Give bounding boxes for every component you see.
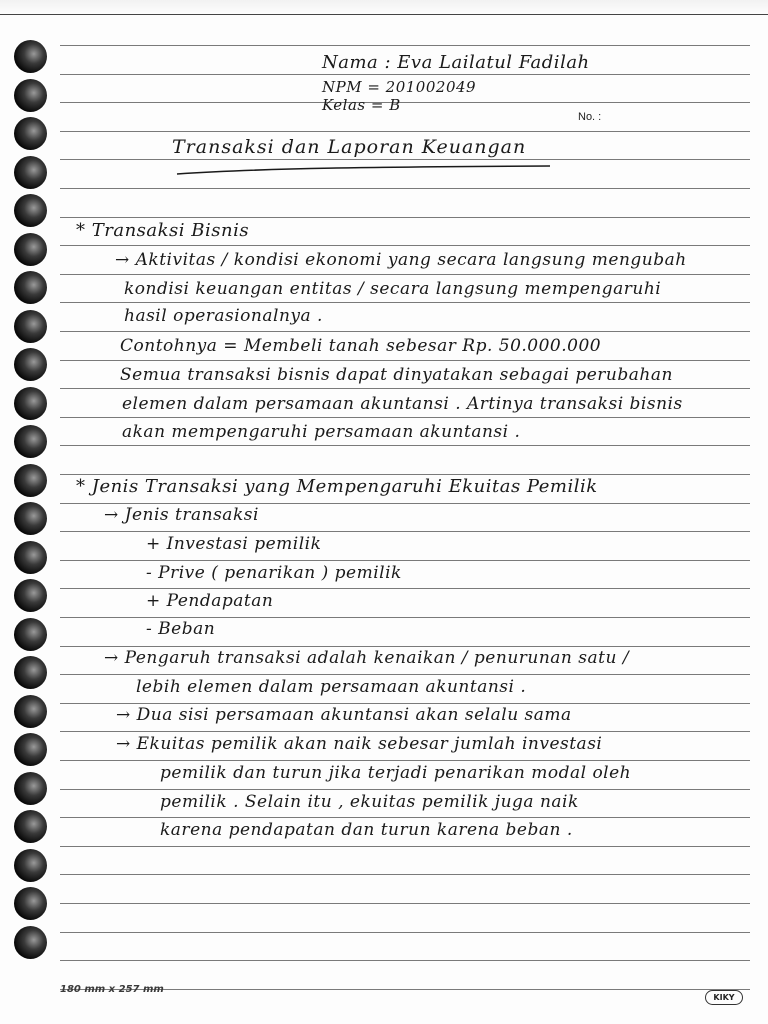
ruled-line bbox=[60, 474, 750, 475]
binder-hole bbox=[14, 695, 47, 728]
example-line: Contohnya = Membeli tanah sebesar Rp. 50.000.000 bbox=[120, 336, 602, 356]
binder-hole bbox=[14, 348, 47, 381]
ruled-line bbox=[60, 503, 750, 504]
text-line: hasil operasionalnya . bbox=[124, 306, 323, 326]
text-line: → Dua sisi persamaan akuntansi akan selalu sama bbox=[116, 705, 572, 725]
binder-hole bbox=[14, 40, 47, 73]
binder-hole bbox=[14, 233, 47, 266]
binder-hole bbox=[14, 656, 47, 689]
ruled-line bbox=[60, 646, 750, 647]
binder-hole bbox=[14, 926, 47, 959]
ruled-line bbox=[60, 846, 750, 847]
page-title: Transaksi dan Laporan Keuangan bbox=[172, 136, 527, 158]
binder-hole bbox=[14, 541, 47, 574]
text-line: → Aktivitas / kondisi ekonomi yang secara langsung mengubah bbox=[115, 250, 687, 270]
text-line: pemilik dan turun jika terjadi penarikan modal oleh bbox=[160, 763, 632, 783]
ruled-line bbox=[60, 674, 750, 675]
title-underline bbox=[175, 164, 555, 176]
ruled-line bbox=[60, 588, 750, 589]
binder-hole bbox=[14, 502, 47, 535]
ruled-line bbox=[60, 903, 750, 904]
list-item: + Pendapatan bbox=[146, 591, 274, 611]
subheading-jenis-transaksi: → Jenis transaksi bbox=[104, 505, 259, 525]
ruled-line bbox=[60, 874, 750, 875]
text-line: karena pendapatan dan turun karena beban . bbox=[160, 820, 573, 840]
ruled-line bbox=[60, 731, 750, 732]
text-line: kondisi keuangan entitas / secara langsung mempengaruhi bbox=[124, 279, 662, 299]
text-line: pemilik . Selain itu , ekuitas pemilik juga naik bbox=[160, 792, 579, 812]
binder-hole bbox=[14, 194, 47, 227]
binder-hole bbox=[14, 156, 47, 189]
ruled-line bbox=[60, 817, 750, 818]
binder-hole bbox=[14, 579, 47, 612]
section-heading-transaksi-bisnis: * Transaksi Bisnis bbox=[76, 220, 250, 241]
ruled-line bbox=[60, 388, 750, 389]
list-item: - Prive ( penarikan ) pemilik bbox=[146, 563, 402, 583]
name-line: Nama : Eva Lailatul Fadilah bbox=[322, 52, 590, 73]
list-item: - Beban bbox=[146, 619, 216, 639]
section-heading-jenis-transaksi: * Jenis Transaksi yang Mempengaruhi Ekuitas Pemilik bbox=[76, 476, 598, 497]
ruled-line bbox=[60, 274, 750, 275]
ruled-line bbox=[60, 617, 750, 618]
binder-hole bbox=[14, 387, 47, 420]
text-line: akan mempengaruhi persamaan akuntansi . bbox=[122, 422, 521, 442]
ruled-line bbox=[60, 360, 750, 361]
binder-hole bbox=[14, 618, 47, 651]
brand-logo: KIKY bbox=[705, 990, 743, 1005]
ruled-line bbox=[60, 789, 750, 790]
ruled-line bbox=[60, 932, 750, 933]
binder-hole bbox=[14, 733, 47, 766]
ruled-line bbox=[60, 760, 750, 761]
binder-hole bbox=[14, 117, 47, 150]
binder-hole bbox=[14, 810, 47, 843]
ruled-line bbox=[60, 245, 750, 246]
number-label: No. : bbox=[578, 111, 602, 123]
ruled-line bbox=[60, 531, 750, 532]
ruled-line bbox=[60, 703, 750, 704]
ruled-line bbox=[60, 159, 750, 160]
binder-hole bbox=[14, 79, 47, 112]
text-line: elemen dalam persamaan akuntansi . Artinya transaksi bisnis bbox=[122, 394, 683, 414]
binder-hole bbox=[14, 849, 47, 882]
ruled-line bbox=[60, 331, 750, 332]
ruled-line bbox=[60, 417, 750, 418]
ruled-line bbox=[60, 188, 750, 189]
ruled-line bbox=[60, 102, 750, 103]
ruled-line bbox=[60, 74, 750, 75]
ruled-line bbox=[60, 560, 750, 561]
text-line: Semua transaksi bisnis dapat dinyatakan sebagai perubahan bbox=[120, 365, 673, 385]
class-line: Kelas = B bbox=[322, 96, 401, 114]
text-line: lebih elemen dalam persamaan akuntansi . bbox=[136, 677, 527, 697]
binder-hole bbox=[14, 271, 47, 304]
ruled-line bbox=[60, 445, 750, 446]
binder-hole bbox=[14, 425, 47, 458]
binder-hole bbox=[14, 310, 47, 343]
paper-size-label: 180 mm x 257 mm bbox=[60, 984, 164, 995]
text-line: → Ekuitas pemilik akan naik sebesar jumlah investasi bbox=[116, 734, 603, 754]
ruled-line bbox=[60, 217, 750, 218]
page-top-edge bbox=[0, 0, 768, 15]
binder-hole bbox=[14, 464, 47, 497]
text-line: → Pengaruh transaksi adalah kenaikan / penurunan satu / bbox=[104, 648, 630, 668]
binder-hole bbox=[14, 772, 47, 805]
ruled-line bbox=[60, 960, 750, 961]
ruled-line bbox=[60, 131, 750, 132]
binder-hole bbox=[14, 887, 47, 920]
ruled-line bbox=[60, 302, 750, 303]
npm-line: NPM = 201002049 bbox=[322, 78, 477, 96]
ruled-line bbox=[60, 45, 750, 46]
list-item: + Investasi pemilik bbox=[146, 534, 322, 554]
